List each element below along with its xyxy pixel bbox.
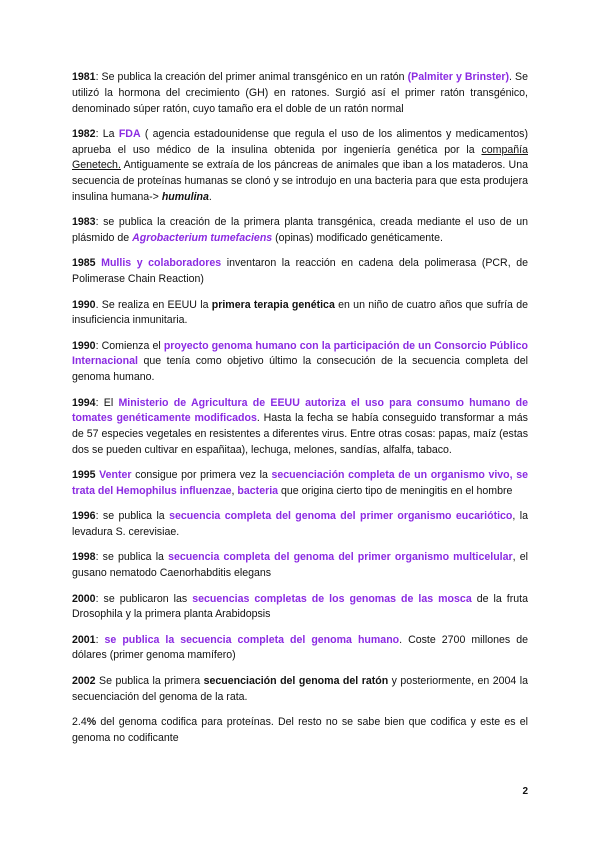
- entry-text: ,: [231, 485, 238, 498]
- page-number: 2: [522, 786, 528, 797]
- entry-text: secuencia completa del genoma del primer organismo multicelular: [168, 551, 513, 564]
- entry-text: . Coste 2700 millones de dólares (primer genoma mamífero): [72, 633, 528, 662]
- entry-text: humulina: [161, 191, 209, 204]
- entry-text: . Se realiza en EEUU la: [95, 298, 212, 311]
- timeline-entry-1990a: [72, 298, 528, 330]
- entry-text: de la fruta Drosophila y la primera planta Arabidopsis: [72, 592, 528, 621]
- document-body: [72, 70, 528, 756]
- entry-text: %: [86, 715, 97, 728]
- timeline-entry-1998: [72, 550, 528, 582]
- timeline-entry-1985: [72, 256, 528, 288]
- entry-year: 2002: [72, 674, 96, 687]
- entry-text: ( agencia estadounidense que regula el uso de los alimentos y medicamentos) aprueba el uso médico de la insulina obtenida por ingeniería genética por la: [72, 127, 528, 156]
- entry-text: : se publica la: [95, 510, 170, 523]
- timeline-entry-1983: [72, 215, 528, 247]
- timeline-entry-2000: [72, 592, 528, 624]
- timeline-entry-1982: [72, 127, 528, 206]
- entry-text: compañía Genetech.: [72, 143, 528, 172]
- entry-year: 1982: [72, 127, 96, 140]
- entry-text: secuencia completa del genoma del primer organismo eucariótico: [169, 510, 513, 523]
- entry-text: Agrobacterium tumefaciens: [132, 232, 273, 245]
- timeline-entry-1981: [72, 70, 528, 117]
- entry-text: . Se utilizó la hormona del crecimiento (GH) en ratones. Surgió así el primer ratón transgénico, denominado súper ratón, cuyo tamaño era el doble de un ratón normal: [72, 71, 528, 115]
- entry-year: 1994: [72, 396, 96, 409]
- entry-text: proyecto genoma humano con la participación de un Consorcio Público Internacional: [72, 339, 528, 368]
- entry-year: 1983: [72, 216, 96, 229]
- timeline-entry-1990b: [72, 339, 528, 386]
- entry-text: primera terapia genética: [211, 298, 335, 311]
- entry-text: : Se publica la creación del primer animal transgénico en un ratón: [95, 71, 408, 83]
- entry-year: 2001: [72, 633, 96, 646]
- entry-text: : se publicaron las: [95, 592, 193, 605]
- entry-text: y posteriormente, en 2004 la secuenciación del genoma de la rata.: [72, 674, 529, 703]
- entry-year: 1985: [72, 257, 102, 270]
- timeline-entry-2001: [72, 633, 528, 665]
- entry-text: Antiguamente se extraía de los páncreas de animales que iban a los mataderos. Una secuencia de proteínas humanas se clonó y se introdujo en una bacteria para que esta produjera insulina humana->: [72, 159, 528, 204]
- entry-text: : La: [95, 127, 119, 140]
- entry-text: secuencias completas de los genomas de las mosca: [192, 592, 472, 605]
- entry-text: : El: [95, 396, 119, 409]
- entry-year: 2.4: [72, 715, 87, 728]
- timeline-entry-1994: [72, 396, 528, 459]
- entry-text: inventaron la reacción en cadena dela polimerasa (PCR, de Polimerase Chain Reaction): [72, 257, 528, 286]
- entry-year: 1990: [72, 339, 96, 352]
- entry-text: .: [208, 191, 212, 204]
- entry-year: 1996: [72, 510, 96, 523]
- entry-text: consigue por primera vez la: [131, 469, 272, 482]
- entry-text: FDA: [118, 127, 141, 140]
- entry-text: : se publica la: [95, 551, 169, 564]
- entry-text: secuenciación completa de un organismo vivo, se trata del Hemophilus influenzae: [72, 469, 528, 498]
- timeline-entry-1996: [72, 509, 528, 541]
- entry-text: secuenciación del genoma del ratón: [203, 674, 389, 687]
- entry-year: 2000: [72, 592, 96, 605]
- entry-text: Venter: [99, 469, 132, 482]
- entry-text: , la levadura S. cerevisiae.: [72, 510, 528, 539]
- entry-year: 1998: [72, 551, 96, 564]
- entry-text: , el gusano nematodo Caenorhabditis elegans: [72, 551, 528, 580]
- entry-year: 1981: [72, 71, 96, 83]
- entry-text: que origina cierto tipo de meningitis en el hombre: [278, 485, 513, 498]
- entry-text: que tenía como objetivo último la consecución de la secuencia completa del genoma humano.: [72, 355, 528, 384]
- entry-text: (Palmiter y Brinster): [407, 71, 510, 83]
- entry-text: Ministerio de Agricultura de EEUU autoriza el uso para consumo humano de tomates genéticamente modificados: [72, 396, 529, 425]
- entry-text: en un niño de cuatro años que sufría de insuficiencia inmunitaria.: [72, 298, 528, 327]
- entry-year: 1995: [72, 469, 100, 482]
- entry-text: : Comienza el: [95, 339, 164, 352]
- entry-text: del genoma codifica para proteínas. Del resto no se sabe bien que codifica y este es el genoma no codificante: [72, 715, 528, 744]
- entry-text: bacteria: [237, 485, 279, 498]
- entry-text: Se publica la primera: [95, 674, 204, 687]
- entry-year: 1990: [72, 298, 96, 311]
- entry-text: . Hasta la fecha se había conseguido transformar a más de 57 especies vegetales en resistentes a diferentes virus. Entre otras cosas: papas, maíz (estas dos se pueden cultivar en españitaa), lechuga, melones, sandías, alfalfa, tabaco.: [72, 412, 528, 456]
- entry-text: Mullis y colaboradores: [101, 257, 222, 270]
- entry-text: : se publica la creación de la primera planta transgénica, creada mediante el uso de un plásmido de: [72, 216, 528, 245]
- entry-text: se publica la secuencia completa del genoma humano: [104, 633, 400, 646]
- entry-text: :: [95, 633, 105, 646]
- timeline-entry-1995: [72, 468, 528, 500]
- entry-text: (opinas) modificado genéticamente.: [272, 232, 443, 245]
- timeline-entry-2002: [72, 674, 528, 706]
- timeline-entry-coding: [72, 715, 528, 747]
